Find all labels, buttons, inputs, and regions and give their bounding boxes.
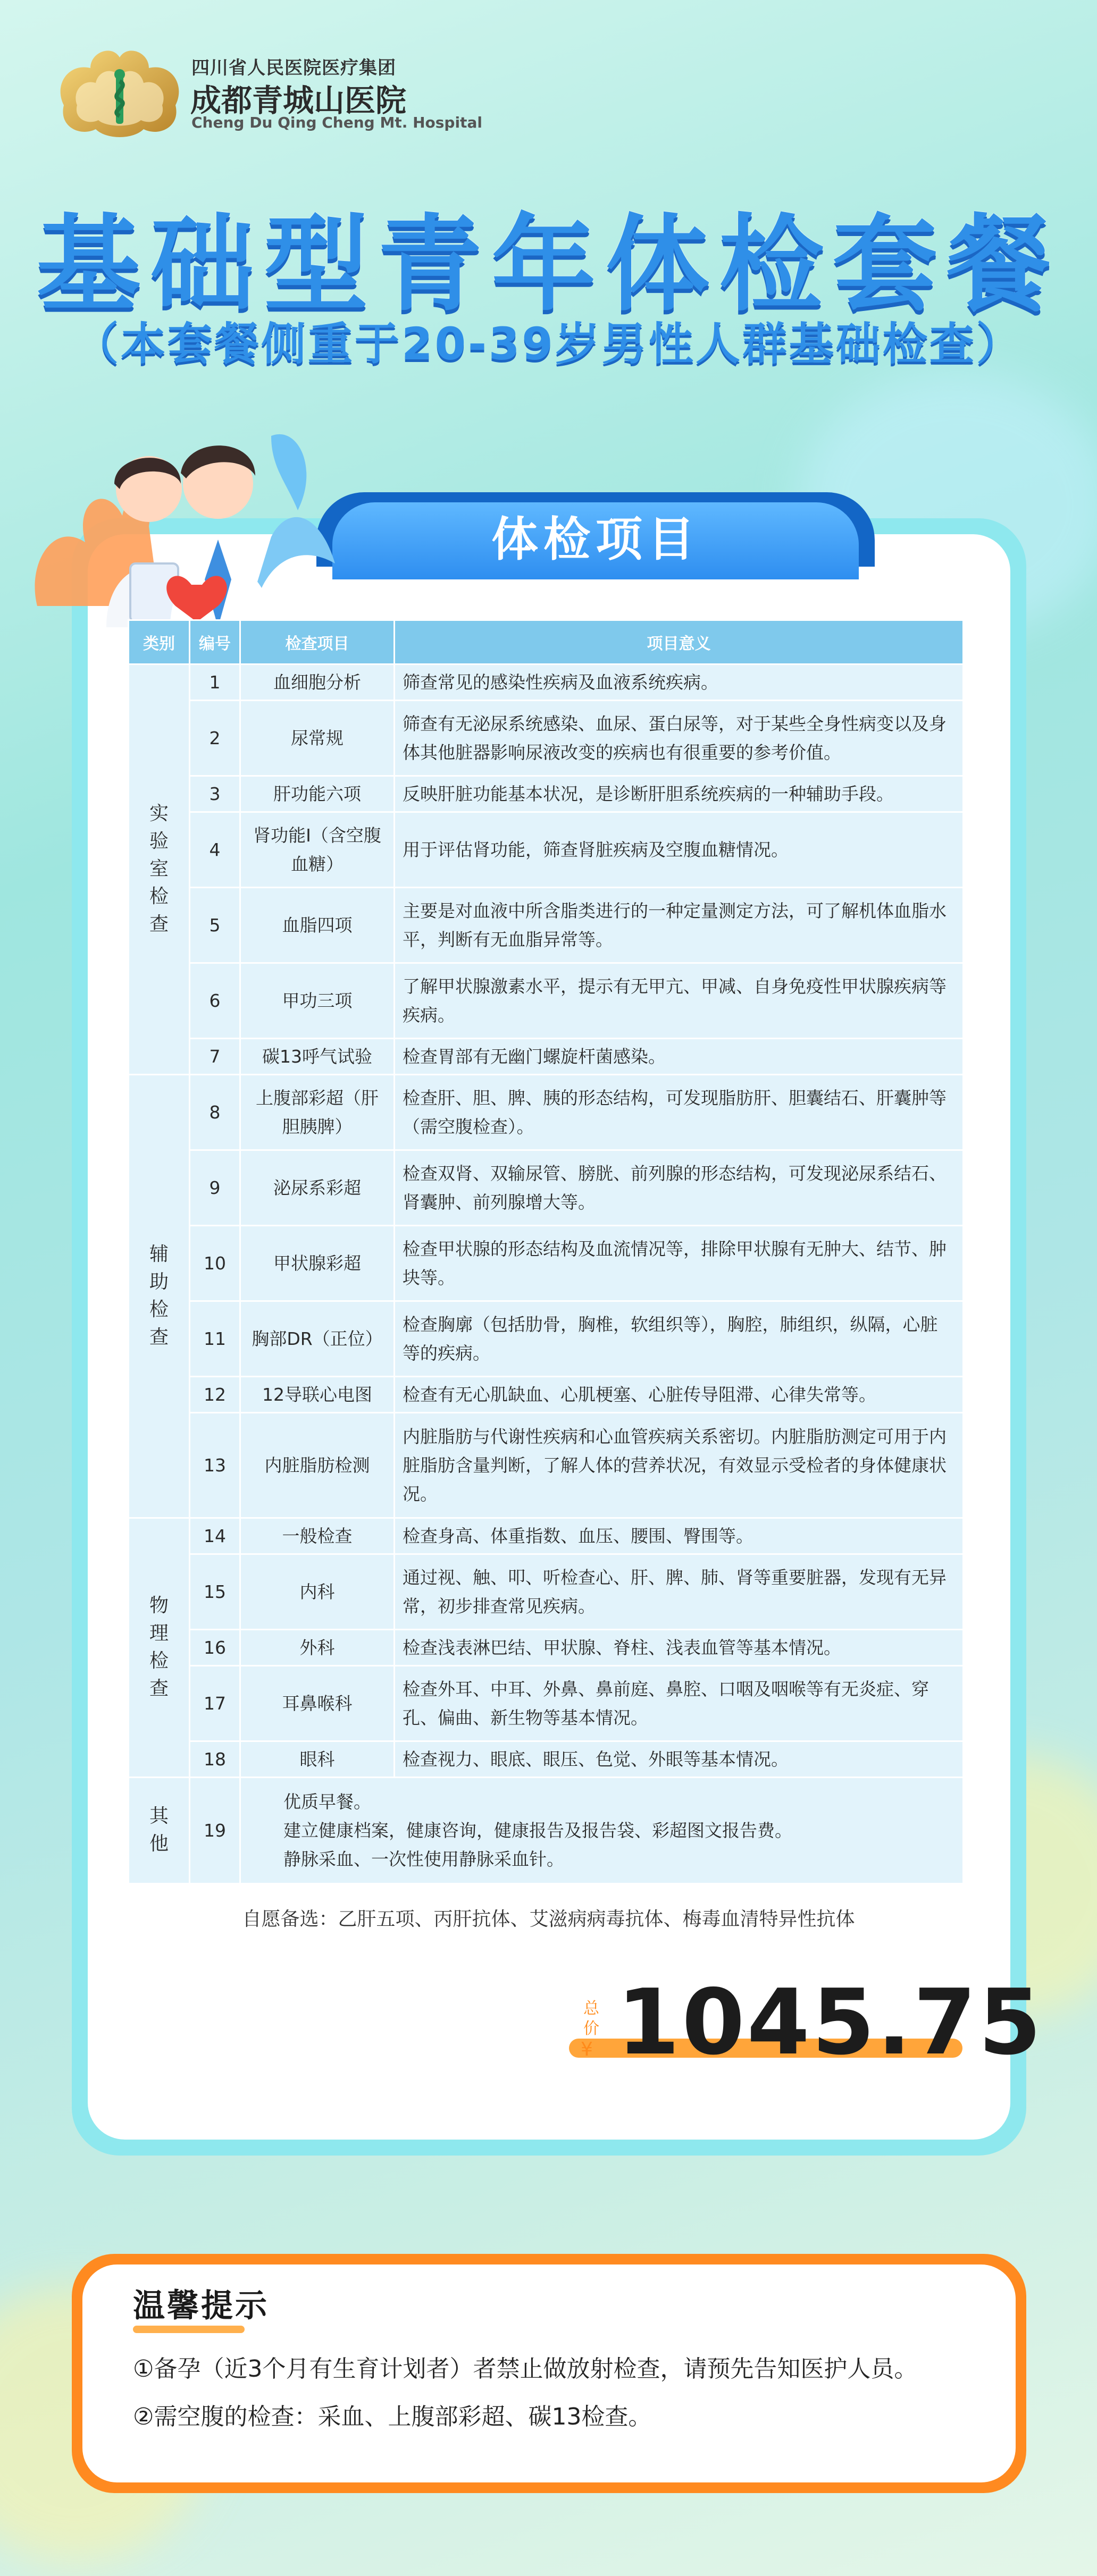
item-name: 甲状腺彩超 [240,1226,395,1301]
item-no: 2 [190,701,240,776]
item-name: 12导联心电图 [240,1377,395,1413]
table-row [129,812,964,888]
item-meaning: 检查胸廓（包括肋骨，胸椎，软组织等），胸腔，肺组织，纵隔，心脏等的疾病。 [395,1301,964,1377]
item-name: 眼科 [240,1741,395,1778]
item-meaning: 主要是对血液中所含脂类进行的一种定量测定方法，可了解机体血脂水平，判断有无血脂异常等。 [395,888,964,963]
item-name: 耳鼻喉科 [240,1666,395,1741]
item-name: 上腹部彩超（肝胆胰脾） [240,1075,395,1150]
header-item: 检查项目 [240,620,395,664]
other-line: 优质早餐。 [283,1791,371,1812]
header-meaning: 项目意义 [395,620,964,664]
price-label: 总价 [583,1999,599,2038]
category-cell [129,1075,190,1518]
hospital-group: 四川省人民医院医疗集团 [191,57,396,79]
header-category: 类别 [129,620,190,664]
table-row [129,1413,964,1518]
price-currency: ¥ [581,2039,593,2060]
tips-title-underline [133,2326,245,2333]
item-no: 17 [190,1666,240,1741]
item-meaning: 检查有无心肌缺血、心肌梗塞、心脏传导阻滞、心律失常等。 [395,1377,964,1413]
item-no: 13 [190,1413,240,1518]
table-row [129,1666,964,1741]
voluntary-options: 自愿备选：乙肝五项、丙肝抗体、艾滋病病毒抗体、梅毒血清特异性抗体 [242,1908,855,1930]
section-tab: 体检项目 [332,502,859,579]
item-no: 9 [190,1150,240,1226]
item-meaning: 筛查常见的感染性疾病及血液系统疾病。 [395,664,964,701]
item-name: 尿常规 [240,701,395,776]
category-cell [129,1518,190,1778]
hospital-english-name: Cheng Du Qing Cheng Mt. Hospital [191,114,482,131]
table-row [129,701,964,776]
tip-item: ②需空腹的检查：采血、上腹部彩超、碳13检查。 [133,2403,652,2430]
item-no: 6 [190,963,240,1039]
item-name: 内脏脂肪检测 [240,1413,395,1518]
table-row [129,664,964,701]
item-no: 16 [190,1630,240,1666]
hospital-emblem-icon [53,41,186,142]
page-title: 基础型青年体检套餐 [36,204,1061,325]
item-meaning: 反映肝脏功能基本状况，是诊断肝胆系统疾病的一种辅助手段。 [395,776,964,812]
item-meaning: 检查甲状腺的形态结构及血流情况等，排除甲状腺有无肿大、结节、肿块等。 [395,1226,964,1301]
item-meaning: 通过视、触、叩、听检查心、肝、脾、肺、肾等重要脏器，发现有无异常，初步排查常见疾病。 [395,1554,964,1630]
item-name: 甲功三项 [240,963,395,1039]
category-label: 其他 [149,1805,169,1855]
price-value: 1045.75 [617,1970,1044,2075]
item-no: 3 [190,776,240,812]
table-row [129,1377,964,1413]
item-no: 8 [190,1075,240,1150]
table-row [129,1518,964,1554]
category-cell [129,1778,190,1884]
hospital-logo [53,41,482,142]
doctors-illustration-icon [21,404,351,627]
table-row [129,1039,964,1075]
category-label: 实验室检查 [149,803,169,935]
tips-title: 温馨提示 [133,2287,269,2325]
category-cell [129,664,190,1075]
exam-items-table [128,619,964,1884]
item-meaning: 检查外耳、中耳、外鼻、鼻前庭、鼻腔、口咽及咽喉等有无炎症、穿孔、偏曲、新生物等基本情况。 [395,1666,964,1741]
item-no: 1 [190,664,240,701]
table-row [129,1778,964,1884]
hospital-name: 成都青城山医院 [190,82,407,119]
item-name: 血脂四项 [240,888,395,963]
item-meaning: 用于评估肾功能，筛查肾脏疾病及空腹血糖情况。 [395,812,964,888]
item-name: 内科 [240,1554,395,1630]
item-meaning: 筛查有无泌尿系统感染、血尿、蛋白尿等，对于某些全身性病变以及身体其他脏器影响尿液改变的疾病也有很重要的参考价值。 [395,701,964,776]
item-meaning: 检查双肾、双输尿管、膀胱、前列腺的形态结构，可发现泌尿系结石、肾囊肿、前列腺增大等。 [395,1150,964,1226]
table-row [129,776,964,812]
item-no: 5 [190,888,240,963]
table-row [129,1741,964,1778]
table-header-row [129,620,964,664]
table-row [129,1150,964,1226]
item-meaning: 检查肝、胆、脾、胰的形态结构，可发现脂肪肝、胆囊结石、肝囊肿等（需空腹检查）。 [395,1075,964,1150]
item-meaning: 检查胃部有无幽门螺旋杆菌感染。 [395,1039,964,1075]
tip-item: ①备孕（近3个月有生育计划者）者禁止做放射检查，请预先告知医护人员。 [133,2355,918,2383]
item-no: 11 [190,1301,240,1377]
item-no: 19 [190,1778,240,1884]
table-row [129,1301,964,1377]
item-name: 胸部DR（正位） [240,1301,395,1377]
other-items [240,1778,964,1884]
item-no: 10 [190,1226,240,1301]
table-row [129,963,964,1039]
item-name: 一般检查 [240,1518,395,1554]
category-label: 辅助检查 [149,1243,169,1348]
item-no: 4 [190,812,240,888]
other-line: 静脉采血、一次性使用静脉采血针。 [283,1848,564,1870]
header-no: 编号 [190,620,240,664]
item-name: 肾功能I（含空腹血糖） [240,812,395,888]
table-row [129,1554,964,1630]
item-name: 血细胞分析 [240,664,395,701]
item-meaning: 了解甲状腺激素水平，提示有无甲亢、甲减、自身免疫性甲状腺疾病等疾病。 [395,963,964,1039]
item-name: 外科 [240,1630,395,1666]
category-label: 物理检查 [149,1595,169,1699]
item-meaning: 内脏脂肪与代谢性疾病和心血管疾病关系密切。内脏脂肪测定可用于内脏脂肪含量判断，了解人体的营养状况，有效显示受检者的身体健康状况。 [395,1413,964,1518]
item-meaning: 检查身高、体重指数、血压、腰围、臀围等。 [395,1518,964,1554]
item-no: 12 [190,1377,240,1413]
item-name: 泌尿系彩超 [240,1150,395,1226]
item-no: 14 [190,1518,240,1554]
item-no: 18 [190,1741,240,1778]
item-name: 肝功能六项 [240,776,395,812]
item-no: 15 [190,1554,240,1630]
table-row [129,1630,964,1666]
item-meaning: 检查视力、眼底、眼压、色觉、外眼等基本情况。 [395,1741,964,1778]
item-no: 7 [190,1039,240,1075]
item-meaning: 检查浅表淋巴结、甲状腺、脊柱、浅表血管等基本情况。 [395,1630,964,1666]
table-row [129,1226,964,1301]
table-row [129,1075,964,1150]
item-name: 碳13呼气试验 [240,1039,395,1075]
other-line: 建立健康档案，健康咨询，健康报告及报告袋、彩超图文报告费。 [283,1820,792,1841]
page-subtitle: （本套餐侧重于20-39岁男性人群基础检查） [74,318,1023,370]
table-row [129,888,964,963]
